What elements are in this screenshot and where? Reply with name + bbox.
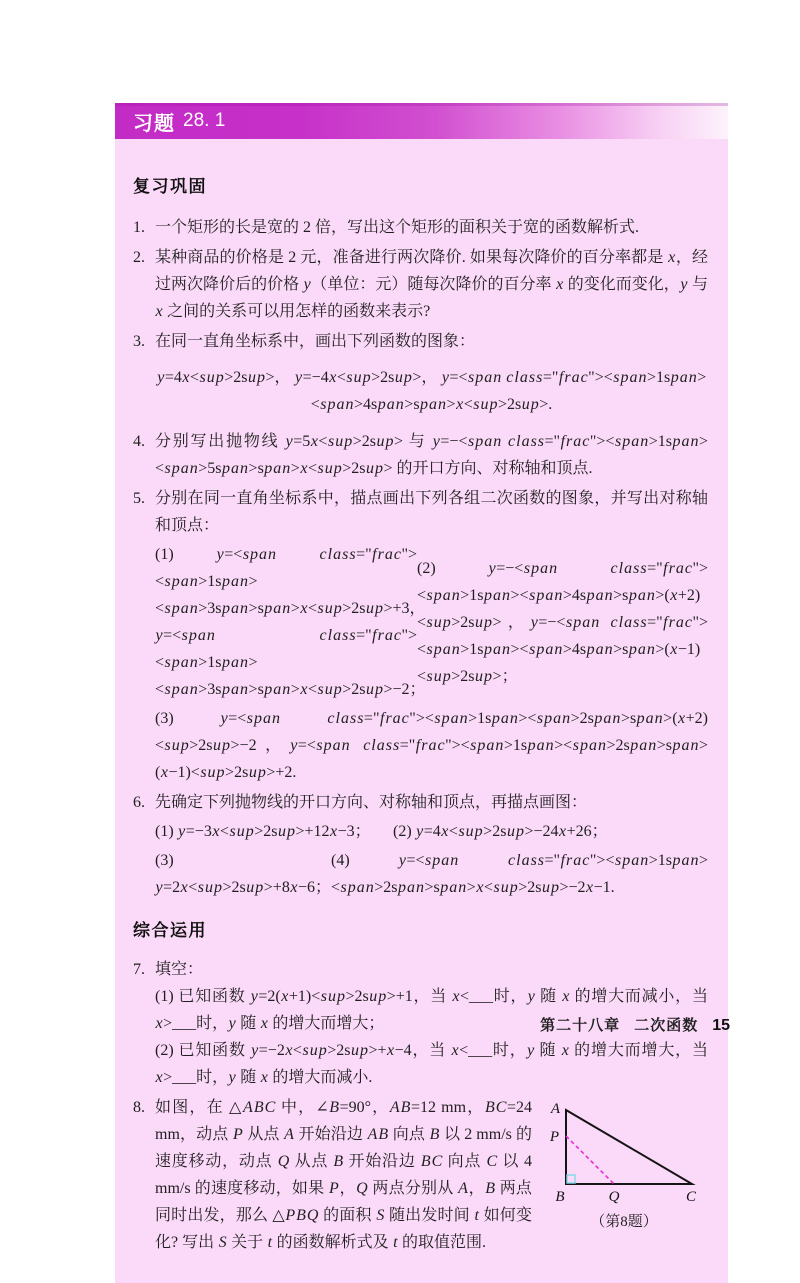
vertex-label-b: B xyxy=(555,1189,565,1205)
page-footer xyxy=(540,1014,730,1035)
vertex-label-a: A xyxy=(550,1101,560,1117)
triangle-abc xyxy=(566,1110,692,1184)
figure-caption: （第8题） xyxy=(590,1214,658,1230)
problem-2 xyxy=(133,244,708,325)
subproblem-5-3: (3) y=<span class="frac"><span>1span><span>2span>span>(x+2)<sup>2sup>−2，y=<span class="frac"><span>1span><span>2span>span>(x−1)<sup>2sup>+2. xyxy=(155,710,708,781)
subproblem-6-3: (3) y=2x<sup>2sup>+8x−6； xyxy=(155,852,331,896)
subproblem-7-1: (1) 已知函数 y=2(x+1)<sup>2sup>+1，当 x<___时，y 随 x 的增大而减小，当 x>___时，y 随 x 的增大而增大； xyxy=(155,988,708,1032)
exercise-number: 28. 1 xyxy=(183,110,226,131)
problem-8-figure xyxy=(540,1096,708,1235)
problem-text: 分别写出抛物线 y=5x<sup>2sup> 与 y=−<span class="frac"><span>1span><span>5span>span>x<sup>2sup> 的开口方向、对称轴和顶点. xyxy=(155,433,708,477)
triangle-diagram xyxy=(540,1096,708,1208)
problem-text: 如图，在 △ABC 中，∠B=90°，AB=12 mm，BC=24 mm，动点 P 从点 A 开始沿边 AB 向点 B 以 2 mm/s 的速度移动，动点 Q 从点 B 开始沿边 BC 向点 C 以 4 mm/s 的速度移动，如果 P，Q 两点分别从 A，B 两点同时出发，那么 △PBQ 的面积 S 随出发时间 t 如何变化? 写出 S 关于 t 的函数解析式及 t 的取值范围. xyxy=(155,1099,532,1251)
problem-number: 1. xyxy=(133,219,145,236)
problem-6 xyxy=(133,789,708,901)
exercise-sheet xyxy=(115,103,728,1283)
problem-6-subrow-2 xyxy=(155,847,708,901)
exercise-label: 习题 xyxy=(133,112,175,135)
problem-5-subrow-2 xyxy=(155,705,708,786)
problem-5 xyxy=(133,485,708,786)
heading-apply: 综合运用 xyxy=(133,921,207,940)
problem-number: 6. xyxy=(133,794,145,811)
problem-text: 某种商品的价格是 2 元，准备进行两次降价. 如果每次降价的百分率都是 x，经过两次降价后的价格 y（单位：元）随每次降价的百分率 x 的变化而变化，y 与 x 之间的关系可以用怎样的函数来表示? xyxy=(155,249,708,320)
problem-1 xyxy=(133,214,708,241)
problem-text: 填空： xyxy=(155,961,204,978)
subproblem-5-1: (1) y=<span class="frac"><span>1span><span>3span>span>x<sup>2sup>+3，y=<span class="frac"><span>1span><span>3span>span>x<sup>2sup>−2； xyxy=(155,546,426,698)
page-number: 15 xyxy=(712,1017,730,1034)
subproblem-6-1: (1) y=−3x<sup>2sup>+12x−3； xyxy=(155,823,371,840)
subproblem-7-2: (2) 已知函数 y=−2x<sup>2sup>+x−4，当 x<___时，y 随 x 的增大而增大，当 x>___时，y 随 x 的增大而减小. xyxy=(155,1042,708,1086)
footer-chapter: 第二十八章 xyxy=(540,1018,621,1034)
problem-text: 在同一直角坐标系中，画出下列函数的图象： xyxy=(155,333,476,350)
problem-3 xyxy=(133,328,708,418)
vertex-label-c: C xyxy=(685,1189,697,1205)
subproblem-6-2: (2) y=4x<sup>2sup>−24x+26； xyxy=(393,823,608,840)
section-header-bar xyxy=(115,103,728,139)
problem-number: 7. xyxy=(133,961,145,978)
footer-course-title: 二次函数 xyxy=(634,1018,699,1034)
segment-pq-dashed xyxy=(566,1136,614,1184)
problem-number: 4. xyxy=(133,433,145,450)
heading-review: 复习巩固 xyxy=(133,177,207,196)
problem-number: 5. xyxy=(133,490,145,507)
point-label-p: P xyxy=(549,1129,559,1145)
problem-number: 2. xyxy=(133,249,145,266)
problem-3-formula: y=4x<sup>2sup>， y=−4x<sup>2sup>， y=<span class="frac"><span>1span><span>4span>span>x<sup>2sup>. xyxy=(157,369,707,413)
problem-number: 3. xyxy=(133,333,145,350)
problem-8 xyxy=(133,1094,708,1256)
exercise-panel xyxy=(115,139,728,1283)
point-label-q: Q xyxy=(608,1189,620,1205)
subproblem-6-4: (4) y=<span class="frac"><span>1span><span>2span>span>x<sup>2sup>−2x−1. xyxy=(330,852,708,896)
problem-number: 8. xyxy=(133,1099,145,1116)
problem-4 xyxy=(133,428,708,482)
subproblem-5-2: (2) y=−<span class="frac"><span>1span><span>4span>span>(x+2)<sup>2sup>，y=−<span class="frac"><span>1span><span>4span>span>(x−1)<sup>2sup>； xyxy=(417,559,708,685)
problem-6-subrow-1 xyxy=(155,818,708,845)
problem-text: 一个矩形的长是宽的 2 倍，写出这个矩形的面积关于宽的函数解析式. xyxy=(155,219,640,236)
problem-text: 分别在同一直角坐标系中，描点画出下列各组二次函数的图象，并写出对称轴和顶点： xyxy=(155,490,708,534)
problem-5-subrow-1 xyxy=(155,541,708,703)
problem-text: 先确定下列抛物线的开口方向、对称轴和顶点，再描点画图： xyxy=(155,794,588,811)
right-angle-marker xyxy=(567,1175,575,1183)
